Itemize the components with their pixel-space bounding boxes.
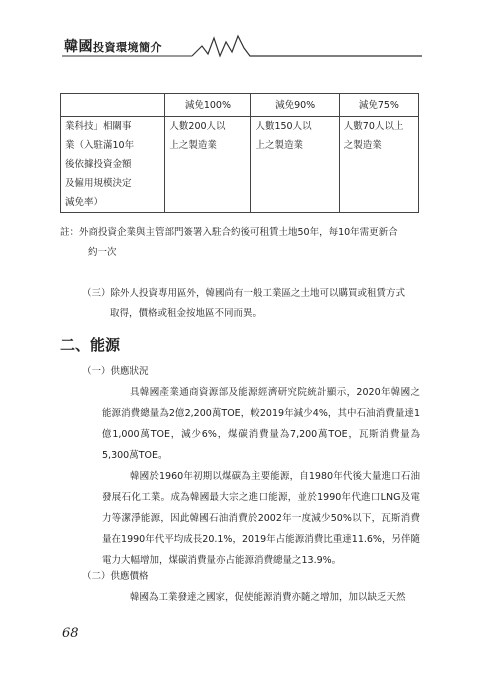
cell-line: 業科技」相關事 [65,121,132,132]
table-note [60,223,422,263]
page-number: 68 [62,626,79,641]
supply-status-body [102,382,420,571]
table-cell [165,117,251,213]
paragraph-line: （三）除外人投資專用區外，韓國尚有一般工業區之土地可以購買或租賃方式 [82,288,406,299]
cell-line: 業（入駐滿10年 [65,140,135,151]
cell-line: 上之製造業 [255,140,303,151]
cell-line: 減免率） [65,197,104,208]
body-paragraph: 韓國於1960年初期以煤碳為主要能源，自1980年代後大量進口石油發展石化工業。成為韓國最大宗之進口能源，並於1990年代進口LNG及電力等潔淨能源，因此韓國石油消費於2002年一度減少50%以下，瓦斯消費量在1990年代平均成長20.1%，2019年占能源消費比重達11.6%，另伴隨電力大幅增加，煤碳消費量亦占能源消費總量之13.9%。 [102,471,420,566]
table-cell [339,117,418,213]
cell-line: 人數150人以 [255,121,312,132]
subheading-supply-price: （二）供應價格 [82,571,149,582]
paragraph-line: 取得，價格或租金按地區不同而異。 [110,308,263,319]
table-row [61,117,419,213]
table-header-cell: 減免90% [251,94,339,117]
note-line: 約一次 [88,247,117,258]
cell-line: 人數200人以 [169,121,226,132]
body-paragraph: 韓國為工業發達之國家，促使能源消費亦隨之增加，加以缺乏天然 [130,592,406,603]
table-cell [251,117,339,213]
table-header-row [61,94,419,117]
cell-line: 及僱用規模決定 [65,178,132,189]
supply-price-body [102,587,420,608]
section-3-paragraph [82,284,422,324]
header-title-country: 韓國 [64,39,93,55]
subheading-supply-status: （一）供應狀況 [82,366,149,377]
cell-line: 人數70人以上 [343,121,404,132]
table-header-cell: 減免100% [165,94,251,117]
tax-reduction-table [60,93,419,213]
section-heading-energy: 二、能源 [60,336,121,354]
cell-line: 之製造業 [343,140,382,151]
cell-line: 上之製造業 [169,140,217,151]
cell-line: 後依據投資金額 [65,159,132,170]
header-title [64,36,162,56]
table-header-cell: 減免75% [339,94,418,117]
header-title-rest: 投資環境簡介 [93,41,162,54]
table-cell [61,117,165,213]
body-paragraph: 具韓國產業通商資源部及能源經濟研究院統計顯示，2020年韓國之能源消費總量為2億2,200萬TOE，較2019年減少4%，其中石油消費量達1億1,000萬TOE，減少6%，煤碳消費量為7,200萬TOE，瓦斯消費量為5,300萬TOE。 [102,387,420,461]
table-header-cell [61,94,165,117]
note-line: 註：外商投資企業與主管部門簽署入駐合約後可租賃土地50年，每10年需更新合 [60,227,398,238]
